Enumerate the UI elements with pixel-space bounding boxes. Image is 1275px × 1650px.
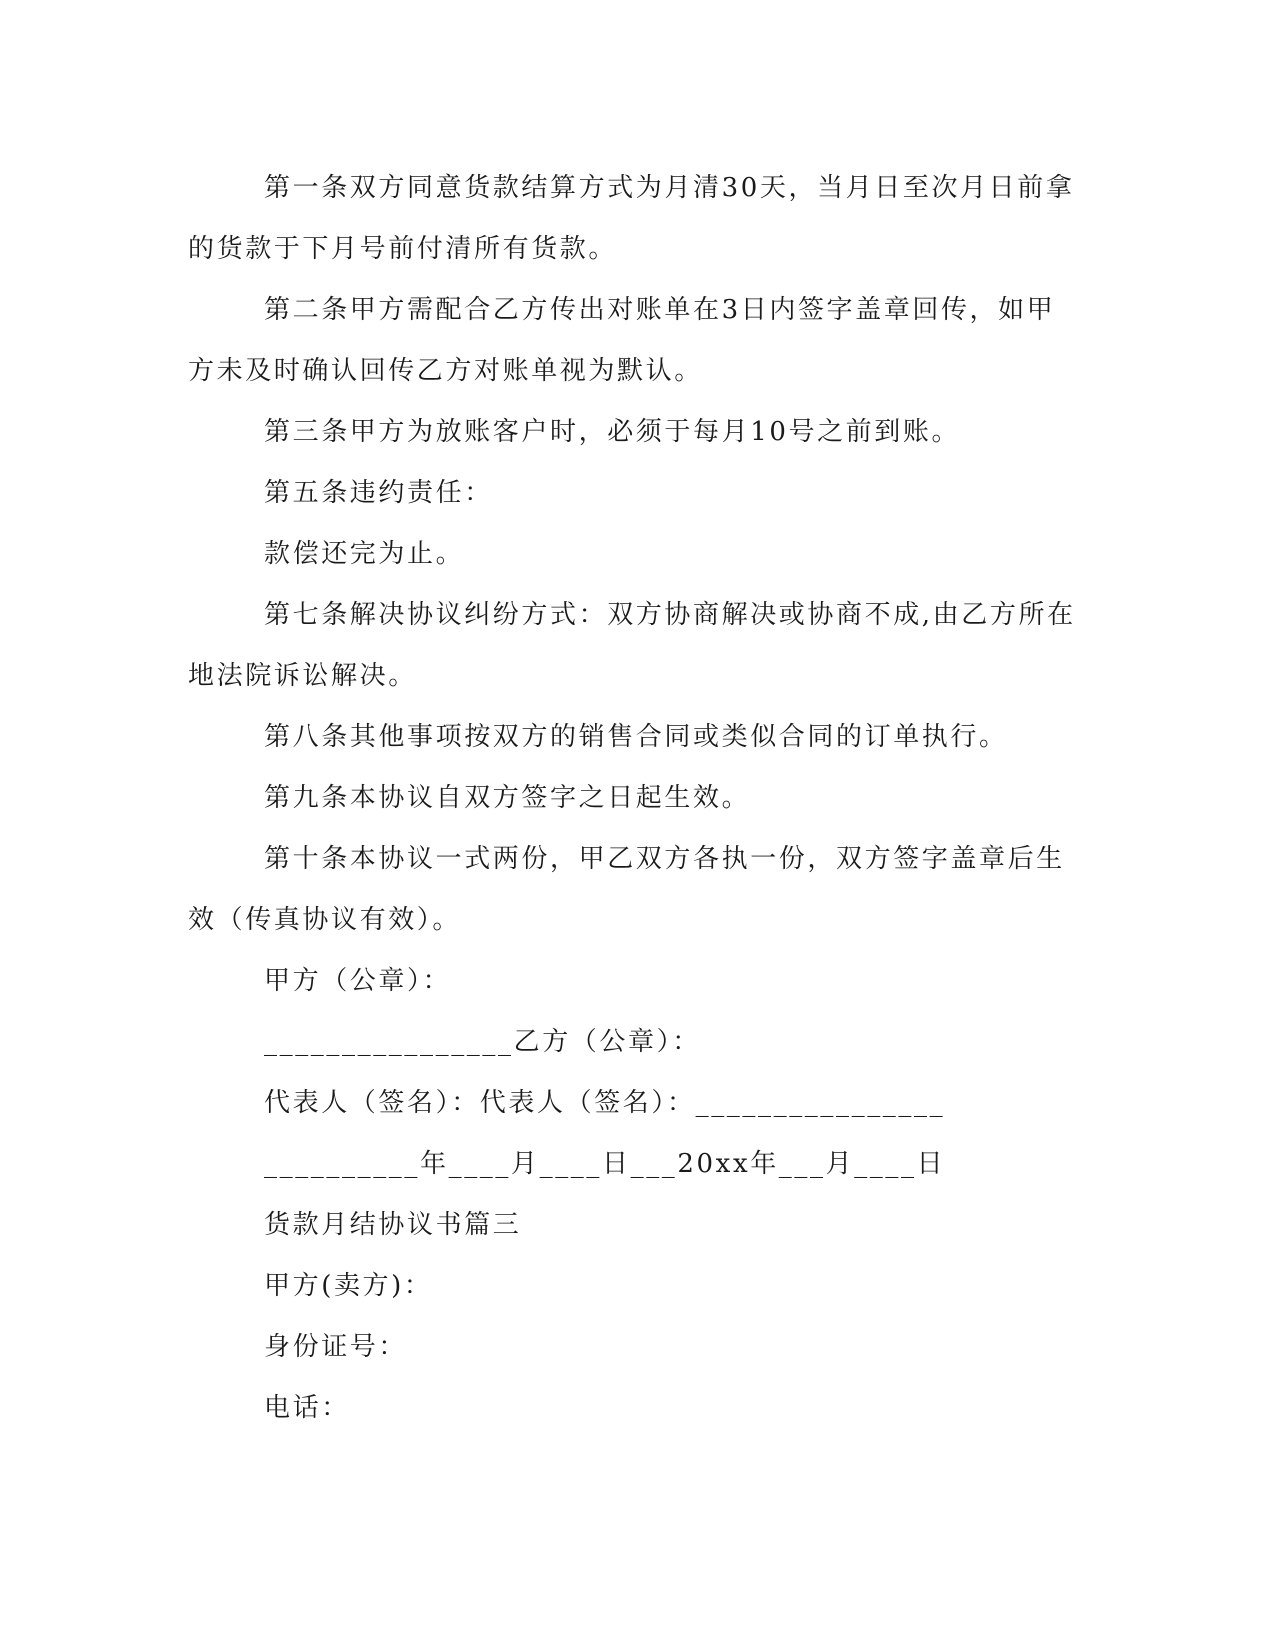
clause-1: 第一条双方同意货款结算方式为月清30天，当月日至次月日前拿的货款于下月号前付清所有货款。 [188, 173, 1075, 264]
representative-signatures: 代表人（签名）：代表人（签名）：________________ [264, 1088, 946, 1118]
phone-field: 电话： [264, 1393, 350, 1423]
clause-fragment: 款偿还完为止。 [264, 539, 465, 569]
clause-9: 第九条本协议自双方签字之日起生效。 [264, 783, 751, 813]
clause-10: 第十条本协议一式两份，甲乙双方各执一份，双方签字盖章后生效（传真协议有效）。 [188, 844, 1065, 935]
party-b-seal: ________________乙方（公章）： [264, 1027, 701, 1057]
id-number-field: 身份证号： [264, 1332, 408, 1362]
party-a-seal: 甲方（公章）： [264, 966, 452, 996]
clause-2: 第二条甲方需配合乙方传出对账单在3日内签字盖章回传，如甲方未及时确认回传乙方对账单视为默认。 [188, 295, 1056, 386]
clause-7: 第七条解决协议纠纷方式：双方协商解决或协商不成,由乙方所在地法院诉讼解决。 [188, 600, 1076, 691]
seller-field: 甲方(卖方)： [264, 1271, 433, 1301]
clause-3: 第三条甲方为放账客户时，必须于每月10号之前到账。 [264, 417, 961, 447]
clause-8: 第八条其他事项按双方的销售合同或类似合同的订单执行。 [264, 722, 1008, 752]
clause-5: 第五条违约责任： [264, 478, 493, 508]
document-body [188, 158, 1078, 1439]
section-heading: 货款月结协议书篇三 [264, 1210, 522, 1240]
signing-dates: __________年____月____日___20xx年___月____日 [264, 1149, 946, 1179]
